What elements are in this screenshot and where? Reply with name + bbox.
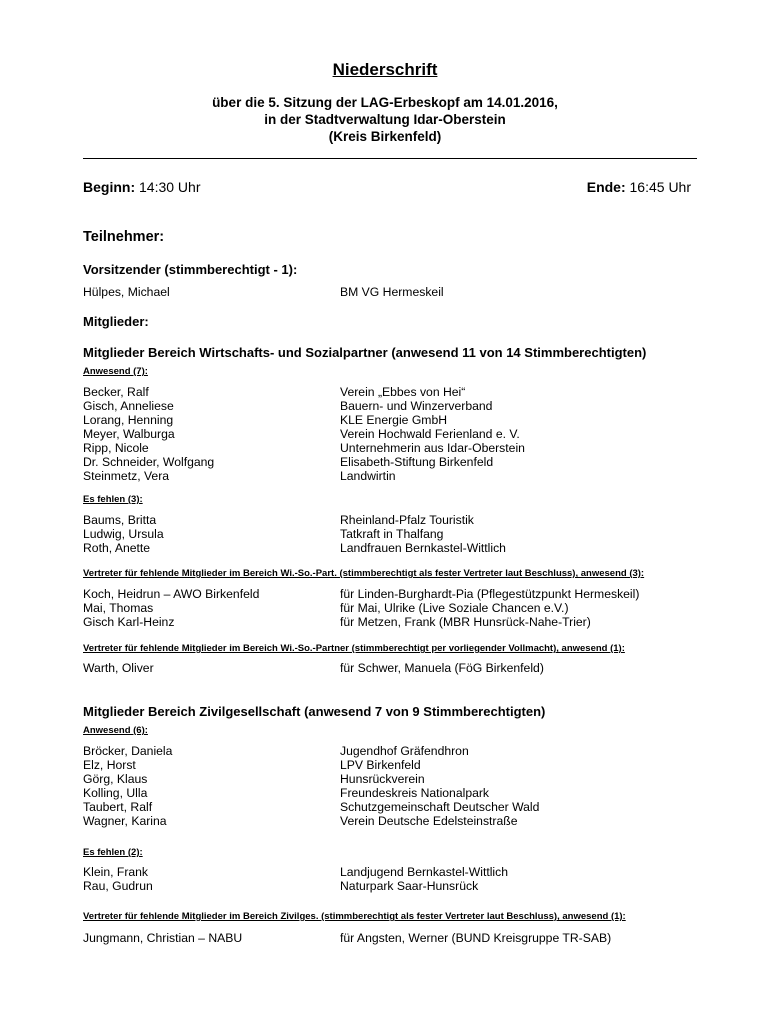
member-name: Rau, Gudrun <box>83 879 153 893</box>
list-item <box>0 661 770 675</box>
list-item <box>0 455 770 469</box>
member-name: Becker, Ralf <box>83 385 149 399</box>
member-org: Landjugend Bernkastel-Wittlich <box>340 865 509 879</box>
list-item <box>0 527 770 541</box>
member-name: Dr. Schneider, Wolfgang <box>83 455 215 469</box>
begin-value: 14:30 Uhr <box>139 179 201 195</box>
chair-heading: Vorsitzender (stimmberechtigt - 1): <box>83 262 298 277</box>
member-org: Schutzgemeinschaft Deutscher Wald <box>340 800 540 814</box>
wiso-reps-label: Vertreter für fehlende Mitglieder im Bereich Wi.-So.-Part. (stimmberechtigt als fester Vertreter laut Beschluss), anwesend (3): <box>83 568 645 579</box>
meeting-line: über die 5. Sitzung der LAG-Erbeskopf am 14.01.2016, <box>212 95 558 110</box>
begin-label: Beginn: <box>83 179 136 195</box>
member-name: Kolling, Ulla <box>83 786 148 800</box>
wiso-heading: Mitglieder Bereich Wirtschafts- und Sozialpartner (anwesend 11 von 14 Stimmberechtigten) <box>83 345 647 360</box>
list-item <box>0 744 770 758</box>
list-item <box>0 786 770 800</box>
list-item <box>0 931 770 945</box>
member-org: Unternehmerin aus Idar-Oberstein <box>340 441 525 455</box>
wiso-proxy-label: Vertreter für fehlende Mitglieder im Bereich Wi.-So.-Partner (stimmberechtigt per vorliegender Vollmacht), anwesend (1): <box>83 643 625 654</box>
member-name: Klein, Frank <box>83 865 149 879</box>
member-org: für Angsten, Werner (BUND Kreisgruppe TR-SAB) <box>340 931 612 945</box>
list-item <box>0 513 770 527</box>
list-item <box>0 469 770 483</box>
member-org: für Linden-Burghardt-Pia (Pflegestützpunkt Hermeskeil) <box>340 587 640 601</box>
member-name: Gisch, Anneliese <box>83 399 174 413</box>
member-org: Verein Deutsche Edelsteinstraße <box>340 814 518 828</box>
end-time <box>587 179 691 195</box>
member-org: Verein „Ebbes von Hei“ <box>340 385 466 399</box>
list-item <box>0 399 770 413</box>
member-org: Bauern- und Winzerverband <box>340 399 493 413</box>
member-org: Jugendhof Gräfendhron <box>340 744 469 758</box>
list-item <box>0 615 770 629</box>
member-name: Mai, Thomas <box>83 601 154 615</box>
list-item <box>0 814 770 828</box>
member-org: Elisabeth-Stiftung Birkenfeld <box>340 455 494 469</box>
member-org: für Metzen, Frank (MBR Hunsrück-Nahe-Trier) <box>340 615 591 629</box>
civil-missing-label: Es fehlen (2): <box>83 847 143 858</box>
member-org: BM VG Hermeskeil <box>340 285 444 299</box>
member-name: Lorang, Henning <box>83 413 174 427</box>
member-org: Naturpark Saar-Hunsrück <box>340 879 479 893</box>
member-name: Wagner, Karina <box>83 814 167 828</box>
list-item <box>0 758 770 772</box>
member-name: Roth, Anette <box>83 541 151 555</box>
member-name: Ludwig, Ursula <box>83 527 164 541</box>
member-org: für Mai, Ulrike (Live Soziale Chancen e.V.) <box>340 601 569 615</box>
member-name: Baums, Britta <box>83 513 157 527</box>
header-divider <box>83 158 697 159</box>
member-org: Hunsrückverein <box>340 772 425 786</box>
member-name: Steinmetz, Vera <box>83 469 170 483</box>
member-name: Taubert, Ralf <box>83 800 153 814</box>
member-org: Freundeskreis Nationalpark <box>340 786 490 800</box>
member-name: Koch, Heidrun – AWO Birkenfeld <box>83 587 260 601</box>
list-item <box>0 541 770 555</box>
member-name: Elz, Horst <box>83 758 136 772</box>
member-org: Rheinland-Pfalz Touristik <box>340 513 474 527</box>
list-item <box>0 879 770 893</box>
end-label: Ende: <box>586 179 626 195</box>
member-org: Landfrauen Bernkastel-Wittlich <box>340 541 506 555</box>
member-name: Warth, Oliver <box>83 661 154 675</box>
member-org: Tatkraft in Thalfang <box>340 527 444 541</box>
list-item <box>0 385 770 399</box>
location-line: in der Stadtverwaltung Idar-Oberstein <box>264 112 506 127</box>
list-item <box>0 413 770 427</box>
wiso-missing-label: Es fehlen (3): <box>83 494 143 505</box>
member-org: Verein Hochwald Ferienland e. V. <box>340 427 520 441</box>
member-name: Gisch Karl-Heinz <box>83 615 175 629</box>
member-name: Görg, Klaus <box>83 772 148 786</box>
wiso-present-label: Anwesend (7): <box>83 366 148 377</box>
list-item <box>0 865 770 879</box>
member-name: Ripp, Nicole <box>83 441 149 455</box>
end-value: 16:45 Uhr <box>629 179 691 195</box>
member-org: für Schwer, Manuela (FöG Birkenfeld) <box>340 661 544 675</box>
member-org: LPV Birkenfeld <box>340 758 421 772</box>
list-item <box>0 427 770 441</box>
member-name: Meyer, Walburga <box>83 427 175 441</box>
list-item <box>0 772 770 786</box>
member-name: Bröcker, Daniela <box>83 744 173 758</box>
members-heading: Mitglieder: <box>83 314 149 329</box>
list-item <box>0 285 770 299</box>
member-org: Landwirtin <box>340 469 396 483</box>
member-name: Hülpes, Michael <box>83 285 170 299</box>
civil-reps-label: Vertreter für fehlende Mitglieder im Bereich Zivilges. (stimmberechtigt als fester Vertreter laut Beschluss), anwesend (1): <box>83 911 626 922</box>
civil-heading: Mitglieder Bereich Zivilgesellschaft (anwesend 7 von 9 Stimmberechtigten) <box>83 704 546 719</box>
list-item <box>0 441 770 455</box>
participants-heading: Teilnehmer: <box>83 229 165 245</box>
member-name: Jungmann, Christian – NABU <box>83 931 243 945</box>
civil-present-label: Anwesend (6): <box>83 725 148 736</box>
document-title: Niederschrift <box>332 60 438 79</box>
member-org: KLE Energie GmbH <box>340 413 448 427</box>
list-item <box>0 587 770 601</box>
list-item <box>0 601 770 615</box>
list-item <box>0 800 770 814</box>
begin-time <box>83 179 200 195</box>
district-line: (Kreis Birkenfeld) <box>328 129 442 144</box>
